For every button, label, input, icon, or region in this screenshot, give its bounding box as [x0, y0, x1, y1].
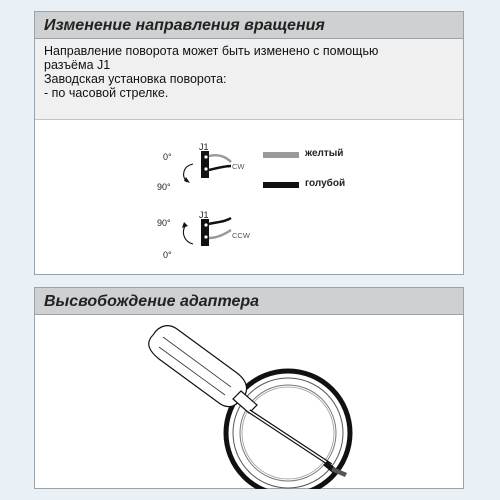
cw-label: CW [232, 162, 245, 171]
cw-connector-label: J1 [199, 142, 209, 152]
legend-yellow-label: желтый [305, 148, 344, 159]
ccw-blue-wire [209, 218, 231, 224]
rotation-panel [34, 11, 464, 275]
wiring-diagram-svg [35, 120, 463, 275]
description-line: Направление поворота может быть изменено с помощью [44, 44, 379, 58]
cw-angle-bottom: 90° [157, 182, 171, 192]
legend-blue-swatch [263, 182, 299, 188]
ccw-connector-label: J1 [199, 210, 209, 220]
adapter-title: Высвобождение адаптера [35, 288, 463, 315]
description-line: Заводская установка поворота: [44, 72, 227, 86]
description-line: разъёма J1 [44, 58, 111, 72]
ccw-connector-diagram [182, 218, 231, 246]
cw-blue-wire [209, 166, 231, 170]
ccw-label: CCW [232, 231, 250, 240]
cw-connector-diagram [184, 151, 231, 183]
legend-blue-label: голубой [305, 178, 346, 189]
ccw-angle-bottom: 0° [163, 250, 172, 260]
legend-yellow-swatch [263, 152, 299, 158]
rotation-description [35, 39, 463, 120]
ccw-yellow-wire [209, 230, 231, 238]
ccw-angle-top: 90° [157, 218, 171, 228]
rotation-title: Изменение направления вращения [35, 12, 463, 39]
cw-angle-top: 0° [163, 152, 172, 162]
adapter-illustration [35, 315, 463, 489]
adapter-panel [34, 287, 464, 489]
ccw-rotation-arrow-icon [183, 226, 193, 244]
description-line: - по часовой стрелке. [44, 86, 169, 100]
rotation-diagram [35, 120, 463, 275]
cw-yellow-wire [209, 155, 231, 162]
